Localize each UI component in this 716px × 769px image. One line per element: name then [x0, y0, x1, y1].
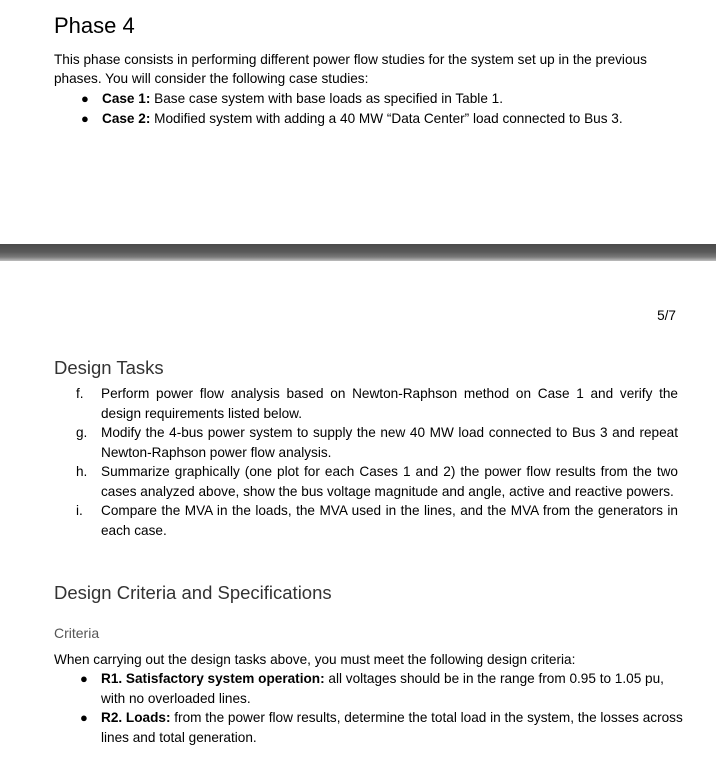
design-tasks-list	[54, 384, 678, 540]
bullet-icon: ●	[80, 671, 88, 686]
item-marker: g.	[76, 425, 88, 440]
page-separator	[0, 244, 716, 261]
list-item	[54, 89, 694, 109]
bullet-icon: ●	[81, 91, 89, 106]
list-item	[54, 708, 684, 747]
phase-intro: This phase consists in performing different power flow studies for the system set up in the previous phases. You will consider the following case studies:	[54, 52, 647, 86]
case-text: Modified system with adding a 40 MW “Data Center” load connected to Bus 3.	[150, 111, 623, 126]
case-list	[54, 89, 694, 129]
bullet-icon: ●	[80, 710, 88, 725]
bullet-icon: ●	[81, 111, 89, 126]
list-item	[54, 669, 684, 708]
criteria-list	[54, 669, 684, 747]
list-item	[54, 501, 678, 540]
design-tasks-heading: Design Tasks	[54, 357, 164, 378]
phase-title: Phase 4	[54, 13, 135, 38]
criteria-text: all voltages should be in the range from 0.95 to 1.05 pu, with no overloaded lines.	[101, 671, 664, 706]
criteria-intro: When carrying out the design tasks above, you must meet the following design criteria:	[54, 652, 576, 667]
case-text: Base case system with base loads as specified in Table 1.	[150, 91, 503, 106]
item-text: Perform power flow analysis based on Newton-Raphson method on Case 1 and verify the design requirements listed below.	[101, 386, 678, 421]
item-marker: i.	[76, 503, 83, 518]
list-item	[54, 462, 678, 501]
item-text: Compare the MVA in the loads, the MVA used in the lines, and the MVA from the generators in each case.	[101, 503, 678, 538]
document-page-top	[0, 0, 716, 244]
criteria-label: R2. Loads:	[101, 710, 171, 725]
item-marker: f.	[76, 386, 84, 401]
item-text: Modify the 4-bus power system to supply the new 40 MW load connected to Bus 3 and repeat Newton-Raphson power flow analysis.	[101, 425, 678, 460]
list-item	[54, 423, 678, 462]
case-label: Case 1:	[102, 91, 151, 106]
criteria-label: R1. Satisfactory system operation:	[101, 671, 325, 686]
item-marker: h.	[76, 464, 88, 479]
case-label: Case 2:	[102, 111, 151, 126]
criteria-section-heading: Design Criteria and Specifications	[54, 582, 332, 603]
page-number: 5/7	[657, 308, 676, 323]
document-page-bottom	[0, 261, 716, 769]
criteria-text: from the power flow results, determine the total load in the system, the losses across lines and total generation.	[101, 710, 683, 745]
list-item	[54, 384, 678, 423]
list-item	[54, 109, 694, 129]
criteria-subheading: Criteria	[54, 625, 100, 641]
item-text: Summarize graphically (one plot for each Cases 1 and 2) the power flow results from the two cases analyzed above, show the bus voltage magnitude and angle, active and reactive powers.	[101, 464, 678, 499]
